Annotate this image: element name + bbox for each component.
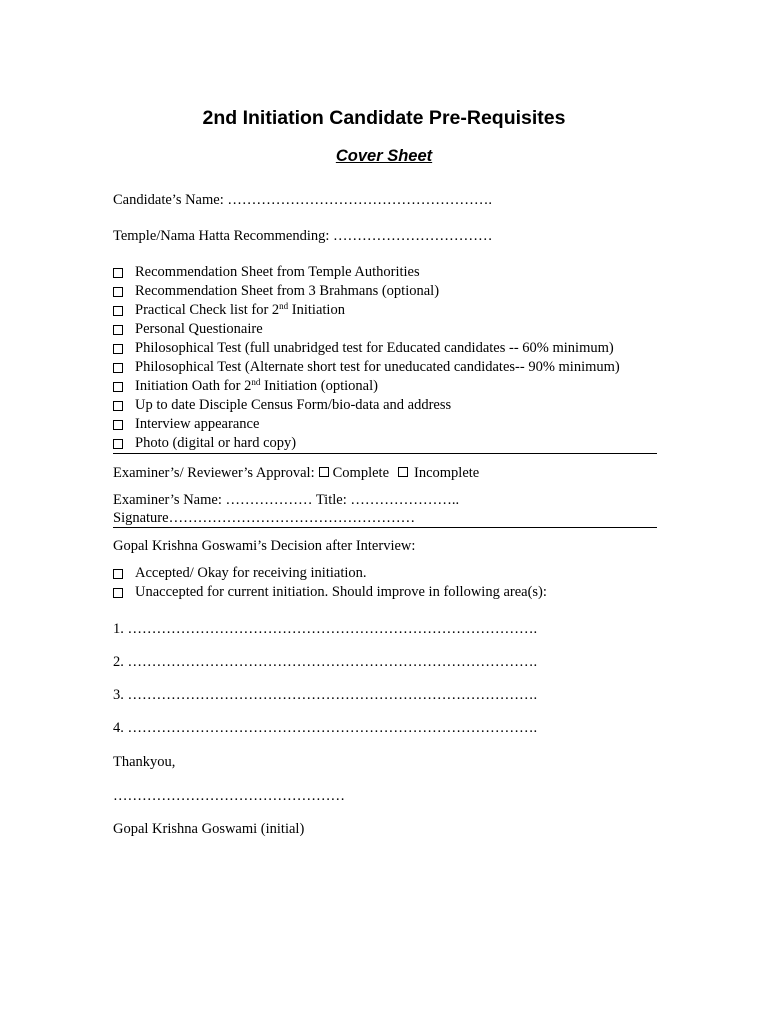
checkbox[interactable] bbox=[113, 306, 123, 316]
page-subtitle: Cover Sheet bbox=[335, 147, 433, 165]
improvement-line[interactable]: 4. …………………………………………………………………………. bbox=[113, 720, 538, 736]
checkbox[interactable] bbox=[113, 439, 123, 449]
checkbox[interactable] bbox=[113, 344, 123, 354]
checkbox[interactable] bbox=[113, 325, 123, 335]
improvement-line[interactable]: 3. …………………………………………………………………………. bbox=[113, 687, 538, 703]
checkbox[interactable] bbox=[113, 588, 123, 598]
checkbox[interactable] bbox=[113, 268, 123, 278]
checklist-item-label: Interview appearance bbox=[135, 416, 260, 432]
thankyou-text: Thankyou, bbox=[113, 754, 176, 770]
label-text: Initiation bbox=[288, 302, 345, 318]
checklist-item-label: Photo (digital or hard copy) bbox=[135, 435, 297, 451]
temple-recommending-field[interactable]: Temple/Nama Hatta Recommending: …………………………… bbox=[113, 228, 493, 244]
ordinal-suffix: nd bbox=[251, 377, 261, 387]
complete-checkbox[interactable] bbox=[319, 467, 329, 477]
examiner-name-field[interactable]: Examiner’s Name: ……………… Title: ………………….. bbox=[113, 492, 460, 508]
checklist-item-label: Philosophical Test (Alternate short test for uneducated candidates-- 90% minimum) bbox=[135, 359, 620, 375]
label-text: Practical Check list for 2 bbox=[135, 302, 280, 318]
divider bbox=[113, 453, 657, 454]
ordinal-suffix: nd bbox=[279, 301, 289, 311]
incomplete-checkbox[interactable] bbox=[398, 467, 408, 477]
label-text: Initiation (optional) bbox=[260, 378, 378, 394]
checkbox[interactable] bbox=[113, 287, 123, 297]
signature-field[interactable]: Signature…………………………………………… bbox=[113, 510, 416, 526]
decision-option-label: Unaccepted for current initiation. Should improve in following area(s): bbox=[135, 584, 547, 600]
page-title: 2nd Initiation Candidate Pre-Requisites bbox=[202, 107, 566, 129]
checklist-item-label: Personal Questionaire bbox=[135, 321, 263, 337]
decision-option-label: Accepted/ Okay for receiving initiation. bbox=[135, 565, 367, 581]
approval-row bbox=[113, 464, 479, 482]
checkbox[interactable] bbox=[113, 569, 123, 579]
improvement-line[interactable]: 2. …………………………………………………………………………. bbox=[113, 654, 538, 670]
divider bbox=[113, 527, 657, 528]
checklist-item-label bbox=[135, 377, 378, 395]
checklist-item-label: Recommendation Sheet from 3 Brahmans (optional) bbox=[135, 283, 440, 299]
checklist-item-label: Up to date Disciple Census Form/bio-data and address bbox=[135, 397, 452, 413]
complete-label: Complete bbox=[332, 465, 390, 481]
decision-heading: Gopal Krishna Goswami’s Decision after Interview: bbox=[113, 538, 416, 554]
approval-label: Examiner’s/ Reviewer’s Approval: bbox=[113, 465, 315, 481]
checkbox[interactable] bbox=[113, 382, 123, 392]
signoff-text: Gopal Krishna Goswami (initial) bbox=[113, 821, 305, 837]
checkbox[interactable] bbox=[113, 420, 123, 430]
incomplete-label: Incomplete bbox=[414, 465, 480, 481]
checklist-item-label: Recommendation Sheet from Temple Authorities bbox=[135, 264, 420, 280]
checklist-item-label bbox=[135, 301, 345, 319]
checklist-item-label: Philosophical Test (full unabridged test for Educated candidates -- 60% minimum) bbox=[135, 340, 614, 356]
improvement-line[interactable]: 1. …………………………………………………………………………. bbox=[113, 621, 538, 637]
candidate-name-field[interactable]: Candidate’s Name: ………………………………………………. bbox=[113, 192, 492, 208]
label-text: Initiation Oath for 2 bbox=[135, 378, 252, 394]
signature-dots[interactable]: ………………………………………… bbox=[113, 788, 345, 804]
checkbox[interactable] bbox=[113, 363, 123, 373]
checkbox[interactable] bbox=[113, 401, 123, 411]
